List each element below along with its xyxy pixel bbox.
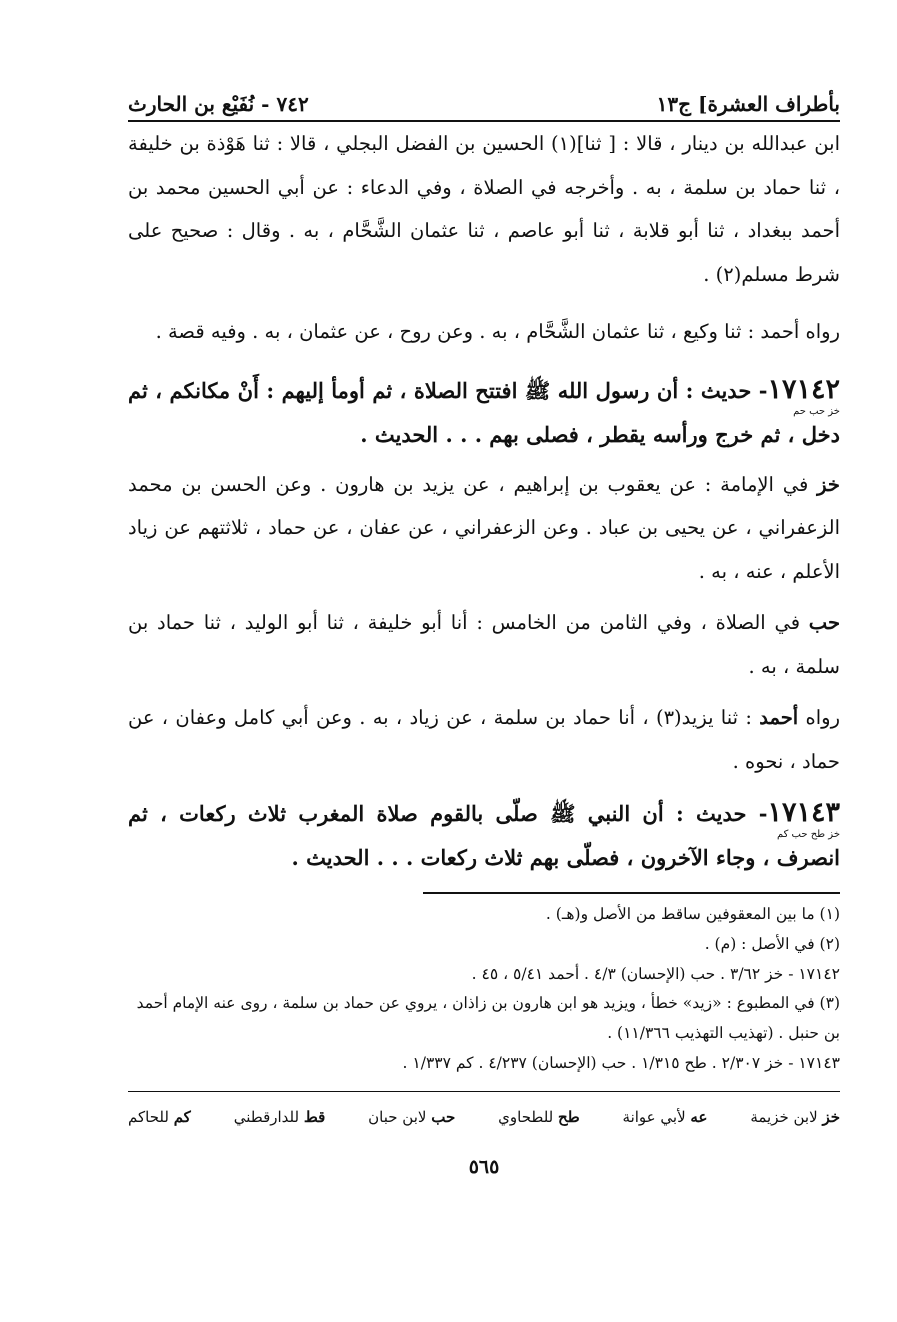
hadith-entry <box>128 368 840 457</box>
footnote: (٢) في الأصل : (م) . <box>704 934 840 953</box>
abbreviation-legend <box>128 1102 840 1132</box>
legend-item: عه لأبي عوانة <box>622 1107 708 1126</box>
hadith-number: ١٧١٤٣ خز طح حب كم <box>767 797 841 840</box>
hadith-sigla: خز طح حب كم <box>776 829 841 840</box>
paragraph: رواه أحمد : ثنا وكيع ، ثنا عثمان الشَّحَّام ، به . وعن روح ، عن عثمان ، به . وفيه قصة . <box>155 320 840 343</box>
legend-rule <box>128 1091 840 1092</box>
header-book-title: بأطراف العشرة] ج١٣ <box>656 92 840 116</box>
hadith-label: - حديث : <box>685 377 768 403</box>
footnote: ١٧١٤٣ - خز ٢/٣٠٧ . طح ١/٣١٥ . حب (الإحسان) ٤/٢٣٧ . كم ١/٣٣٧ . <box>402 1053 840 1072</box>
legend-item: حب لابن حبان <box>368 1107 456 1126</box>
hadith-text: أن رسول الله ﷺ افتتح الصلاة ، ثم أومأ إليهم : أَنْ مكانكم ، ثم دخل ، ثم خرج ورأسه يقطر ، فصلى بهم . . . الحديث . <box>128 377 840 447</box>
hadith-entry <box>128 791 840 880</box>
source-lead: أحمد <box>759 706 799 729</box>
hadith-text: أن النبي ﷺ صلّى بالقوم صلاة المغرب ثلاث ركعات ، ثم انصرف ، وجاء الآخرون ، فصلّى بهم ثلاث ركعات . . . الحديث . <box>128 801 840 870</box>
hadith-sigla: خز حب حم <box>793 405 840 417</box>
paragraph: ابن عبدالله بن دينار ، قالا : [ ثنا](١) الحسين بن الفضل البجلي ، قالا : ثنا هَوْذة بن خليفة ، ثنا حماد بن سلمة ، به . وأخرجه في الصلاة ، وفي الدعاء : عن أبي الحسين محمد بن أحمد ببغداد ، ثنا أبو قلابة ، ثنا أبو عاصم ، ثنا عثمان الشَّحَّام ، به . وقال : صحيح على شرط مسلم(٢) . <box>128 132 840 286</box>
footnotes <box>128 900 840 1079</box>
header-chapter-title: ٧٤٢ - نُفَيْع بن الحارث <box>128 92 309 116</box>
footnote: ١٧١٤٢ - خز ٣/٦٢ . حب (الإحسان) ٤/٣ . أحمد ٥/٤١ ، ٤٥ . <box>471 964 840 983</box>
page-number: ٥٦٥ <box>468 1155 500 1178</box>
source-lead: حب <box>808 611 840 634</box>
running-header <box>128 60 840 116</box>
book-page <box>128 60 840 1178</box>
legend-item: كم للحاكم <box>128 1107 191 1126</box>
paragraph: حب في الصلاة ، وفي الثامن من الخامس : أنا أبو خليفة ، ثنا أبو الوليد ، ثنا حماد بن سلمة ، به . <box>128 611 840 678</box>
footnote-rule <box>423 892 840 894</box>
paragraph: رواه أحمد : ثنا يزيد(٣) ، أنا حماد بن سلمة ، عن زياد ، به . وعن أبي كامل وعفان ، عن حماد ، نحوه . <box>128 706 840 773</box>
source-lead: خز <box>817 472 840 496</box>
main-text <box>128 122 840 880</box>
legend-item: قط للدارقطني <box>233 1107 326 1126</box>
hadith-label: - حديث : <box>675 801 768 826</box>
legend-item: خز لابن خزيمة <box>750 1107 840 1126</box>
paragraph: خز في الإمامة : عن يعقوب بن إبراهيم ، عن يزيد بن هارون . وعن الحسن بن محمد الزعفراني ، عن يحيى بن عباد . وعن الزعفراني ، عن عفان ، عن حماد ، ثلاثتهم عن زياد الأعلم ، عنه ، به . <box>128 472 840 583</box>
footnote: (١) ما بين المعقوفين ساقط من الأصل و(هـ) . <box>545 905 840 923</box>
legend-item: طح للطحاوي <box>498 1107 580 1126</box>
footnote: (٣) في المطبوع : «زيد» خطأ ، ويزيد هو ابن هارون بن زاذان ، يروي عن حماد بن سلمة ، روى عنه الإمام أحمد بن حنبل . (تهذيب التهذيب ١١/٣٦٦) . <box>136 994 840 1043</box>
hadith-number: ١٧١٤٢ خز حب حم <box>767 373 840 417</box>
